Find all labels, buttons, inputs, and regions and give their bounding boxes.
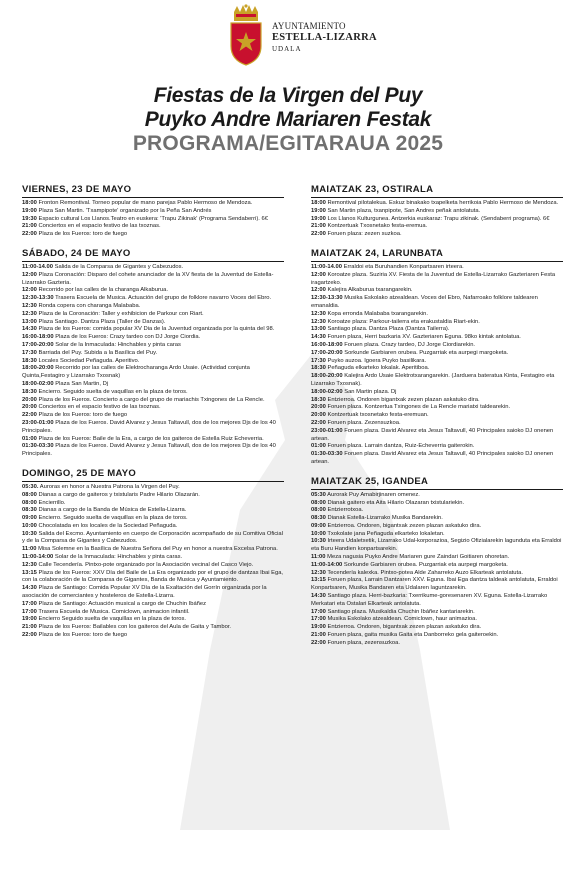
event-item (22, 601, 284, 609)
event-time: 12:30 (311, 318, 326, 325)
event-description: Espacio cultural Los Llanos.Teatro en euskera: 'Trapu Zikinak' (Programa Sendaberri). 6€ (38, 215, 268, 222)
event-item (311, 420, 563, 428)
event-time: 12:30 (311, 310, 326, 317)
event-item (311, 624, 563, 632)
event-item (22, 531, 284, 547)
event-item (311, 231, 563, 239)
event-time: 10:00 (22, 522, 37, 529)
event-description: Plaza Coronación: Disparo del cohete anunciador de la XV fiesta de la Juventud de Estella-Lizarrako Gazteria. (22, 271, 274, 286)
event-item (22, 404, 284, 412)
event-time: 20:00 (311, 404, 326, 411)
event-item (22, 358, 284, 366)
event-time: 18:00-02:00 (22, 380, 54, 387)
event-item (22, 365, 284, 381)
event-description: Encierro. Seguido suelta de vaquillas en la plaza de toros. (38, 515, 188, 522)
event-time: 14:30 (22, 326, 37, 333)
event-time: 23:00-01:00 (22, 419, 54, 426)
event-time: 12:00 (22, 287, 37, 294)
event-description: Foruen plaza, Herri bazkaria XV. Gazteriaren Eguna. 98ko kintak antolatua. (327, 334, 521, 341)
event-description: Solar de la Inmaculada: Hinchables y pinta caras (55, 341, 181, 348)
event-time: 08:00 (22, 499, 37, 506)
event-description: Plaza de los Fueros: XXV Día del Baile de La Era organizado por el grupo de dantzas Ibai Ega, con la colaboración de la Comparsa de Gigantes, Banda de Musica y Ayuntamiento. (22, 569, 284, 584)
event-time: 12:00 (311, 287, 326, 294)
event-time: 12:30 (22, 302, 37, 309)
event-item (22, 223, 284, 231)
event-description: Puyko auzoa. Igoera Puyko basilikara. (327, 357, 427, 364)
event-time: 21:00 (22, 624, 37, 631)
event-description: Recorrido por las calles de Elektrocharanga Ardo Usaie. (Actividad conjunta Quinta,Festagiro y Lizarrako Txosnak) (22, 365, 250, 380)
event-item (311, 404, 563, 412)
event-item (311, 577, 563, 593)
event-item (311, 334, 563, 342)
event-item (311, 570, 563, 578)
event-time: 08:30 (22, 507, 37, 514)
event-description: Sorkunde Garbiaren orubea. Puzgarriak eta aurpegi margoketa. (343, 561, 508, 568)
event-description: Foruen plaza. Zezensuzkoa. (327, 419, 401, 426)
event-item (22, 319, 284, 327)
day-heading: MAIATZAK 23, OSTIRALA (311, 184, 563, 198)
title-block (0, 84, 576, 156)
event-item (311, 287, 563, 295)
event-time: 22:00 (22, 412, 37, 419)
day-section (22, 248, 284, 459)
event-description: Plaza de los Fueros: toro de fuego (38, 231, 128, 238)
event-description: Koroatze plaza: Parkour-tailerra eta erakustaldia Riart-ekin. (327, 318, 480, 325)
event-time: 13:15 (22, 569, 37, 576)
event-description: Peñaguda elkarteko lokalak. Aperitiboa. (327, 365, 430, 372)
event-item (311, 531, 563, 539)
event-time: 18:00-02:00 (311, 388, 343, 395)
event-description: Kalejira Ardo Usaie Elektrotxarangarekin. (Jarduera bateratua Kinta, Festagiro eta Lizarrako Txosnak). (311, 373, 555, 387)
org-line2: ESTELLA-LIZARRA (272, 32, 377, 43)
event-description: Foruen plaza, gaita musika Gaita eta Danborreko gela gaiteroekin. (327, 632, 499, 639)
day-heading: VIERNES, 23 DE MAYO (22, 184, 284, 198)
event-time: 01:00 (22, 435, 37, 442)
event-time: 16:00-18:00 (311, 341, 343, 348)
event-item (311, 208, 563, 216)
event-item (22, 436, 284, 444)
event-item (22, 624, 284, 632)
day-section (311, 248, 563, 467)
event-item (22, 500, 284, 508)
title-spanish: Fiestas de la Virgen del Puy (153, 84, 423, 107)
org-line3: UDALA (272, 44, 302, 53)
event-time: 05:30 (311, 491, 326, 498)
event-time: 01:30-03:30 (311, 451, 343, 458)
event-time: 09:00 (311, 522, 326, 529)
event-description: Plaza San Martin, Dj (55, 380, 109, 387)
event-item (22, 350, 284, 358)
event-item (311, 428, 563, 444)
event-time: 11:00-14:00 (311, 561, 343, 568)
event-time: 22:00 (311, 419, 326, 426)
event-item (311, 365, 563, 373)
event-time: 19:00 (311, 207, 326, 214)
event-time: 17:00-20:00 (22, 341, 54, 348)
event-description: Plaza de los Fueros: toro de fuego (38, 412, 128, 419)
event-item (311, 616, 563, 624)
event-item (22, 554, 284, 562)
event-description: Santiago plaza. Herri-bazkaria: Txerrikume-goresenaren XV. Eguna. Estella-Lizarrako Merkatari eta Ostalari Elkarteak antolatuta. (311, 593, 548, 607)
event-item (311, 492, 563, 500)
event-description: Koroatze plaza. Suziria XV. Fiesta de la Juventud de Estella-Lizarrako Gazteriaren Festa iragartzeko. (311, 271, 556, 286)
event-description: Plaza de los Fueros: Bailables con los gaiteros del Aula de Gaita y Tambor. (38, 624, 232, 631)
event-description: Musika Eskolako atzealdean. Comiclown, haur animazioa. (327, 616, 477, 623)
event-item (22, 311, 284, 319)
event-item (311, 326, 563, 334)
event-description: Encierrillo. (38, 499, 66, 506)
event-item (311, 632, 563, 640)
event-time: 22:00 (22, 632, 37, 639)
event-description: Dianak gaitero eta Aita Hilario Olazaran txistulariekin. (327, 499, 465, 506)
event-time: 18:00-20:00 (311, 373, 343, 380)
event-description: Foruen plaza: zezen suzkoa. (327, 231, 402, 238)
event-description: Plaza de los Fueros: toro de fuego (38, 632, 128, 639)
event-description: Auroras en honor a Nuestra Patrona la Virgen del Puy. (39, 483, 180, 490)
event-item (22, 412, 284, 420)
event-item (311, 358, 563, 366)
event-time: 12:00 (311, 271, 326, 278)
event-description: Plaza San Martin. 'Txampipote' organizado por la Peña San Andrés (38, 207, 212, 214)
event-description: Chocolatada en los locales de la Sociedad Peñaguda. (38, 522, 178, 529)
event-item (22, 208, 284, 216)
event-time: 19:00 (22, 616, 37, 623)
event-time: 20:00 (22, 404, 37, 411)
event-description: Conciertos en el espacio festivo de las txoznas. (38, 404, 161, 411)
day-heading: SÁBADO, 24 DE MAYO (22, 248, 284, 262)
event-description: Plaza de los Fueros. Concierto a cargo del grupo de mariachis Txingones de La Rencle. (38, 396, 265, 403)
org-line1: AYUNTAMIENTO (272, 21, 346, 31)
event-time: 17:30 (22, 349, 37, 356)
event-description: Remontival pilotalekua. Eskuz binakako txapelketa herrikoia Pablo Hermoso de Mendoza. (327, 200, 559, 206)
event-time: 23:00-01:00 (311, 427, 343, 434)
event-description: Entzierroa. Ondoren, bigantxak zezen plazan askatuko dira. (327, 522, 482, 529)
event-description: Fronton Remontival. Torneo popular de mano parejas Pablo Hermoso de Mendoza. (38, 200, 253, 206)
event-item (311, 451, 563, 467)
event-description: Sorkunde Garbiaren orubea. Puzgarriak eta aurpegi margoketa. (344, 349, 509, 356)
coat-of-arms-logo (228, 4, 264, 66)
event-item (311, 554, 563, 562)
event-time: 17:00 (311, 608, 326, 615)
event-item (311, 397, 563, 405)
event-description: Dianas a cargo de la Banda de Música de Estella-Lizarra. (38, 507, 187, 514)
event-time: 08:00 (311, 507, 326, 514)
event-description: Plaza de Santiago: Comida Popular XV Día de la Exaltación del Gorrín organizada por la asociación de comerciantes y hosteleros de Estella-Lizarra. (22, 585, 267, 600)
event-time: 14:30 (311, 593, 326, 600)
day-section (22, 468, 284, 640)
event-description: Foruen plaza, zezensuzkoa. (327, 639, 400, 646)
title-program: PROGRAMA/EGITARAUA 2025 (132, 132, 444, 155)
event-time: 22:00 (22, 231, 37, 238)
event-time: 18:30 (311, 365, 326, 372)
event-item (311, 593, 563, 609)
event-description: Aurorak Puy Amabirjinaren omenez. (327, 491, 420, 498)
event-description: Kalejira Alkaburua txarangarekin. (327, 287, 413, 294)
event-description: Plaza de los Fueros: Baile de la Era, a cargo de los gaiteros de Estella Ruiz Echeverria. (38, 435, 264, 442)
event-time: 19:00 (311, 215, 326, 222)
event-description: Foruen plaza, Larrain Dantzaren XXV. Eguna. Ibai Ega dantza taldeak antolatuta, Erraldoi Konpartsaren, Musika Bandaren eta Udalaren laguntzarekin. (311, 577, 558, 592)
event-time: 17:00 (22, 600, 37, 607)
event-item (22, 562, 284, 570)
event-time: 12:30-13:30 (311, 295, 343, 302)
event-description: Foruen plaza. Crazy tardeo, DJ Jorge Ciordiarekin. (344, 341, 476, 348)
event-item (311, 319, 563, 327)
event-description: Foruen plaza. David Alvarez eta Jesus Taltavull, 40 Principales saioko DJ onenen artean. (311, 451, 554, 465)
event-item (22, 295, 284, 303)
event-description: Musika Eskolako atzealdean. Voces del Ebro, Nafarroako folklore taldearen emanaldia. (311, 295, 538, 309)
event-description: Santiago plaza. Musikaldia Chuchin Ibáñez kantariarekin. (327, 608, 475, 615)
event-time: 18:00 (311, 200, 326, 206)
event-time: 16:00-18:00 (22, 334, 54, 341)
event-time: 11:00-14:00 (22, 554, 54, 561)
event-description: Kontzertuak txosnetako festa-eremuan. (327, 412, 429, 419)
event-description: Encierro. Seguido suelta de vaquillas en la plaza de toros. (38, 388, 188, 395)
event-time: 10:30 (22, 530, 37, 537)
day-heading: DOMINGO, 25 DE MAYO (22, 468, 284, 482)
event-item (22, 326, 284, 334)
event-item (22, 272, 284, 288)
event-time: 13:15 (311, 577, 326, 584)
event-item (22, 342, 284, 350)
event-time: 18:30 (22, 357, 37, 364)
event-time: 14:30 (311, 334, 326, 341)
event-item (311, 295, 563, 311)
event-description: Ronda copera con charanga Malababa. (38, 302, 141, 309)
event-time: 18:00 (22, 200, 37, 206)
event-description: Salida de la Comparsa de Gigantes y Cabezudos. (54, 263, 184, 270)
event-description: Calle Tecendería. Pintxo-pote organizado por la Asociación vecinal del Casco Viejo. (38, 561, 254, 568)
event-description: Salida del Excmo. Ayuntamiento en cuerpo de Corporación acompañado de su Comitiva Oficial y de la Comparsa de Gigantes y Cabezudos. (22, 530, 283, 545)
event-description: Entzierroa. Ondoren bigantxak zezen plazan askatuko dira. (327, 396, 480, 403)
event-time: 10:30 (311, 538, 326, 545)
day-heading: MAIATZAK 25, IGANDEA (311, 476, 563, 490)
event-description: Plaza de los Fueros. David Alvarez y Jesus Taltavull, dos de los mejores Djs de los 40 Principales. (22, 443, 276, 458)
event-time: 17:30 (311, 357, 326, 364)
event-time: 18:00-20:00 (22, 365, 54, 372)
event-item (22, 303, 284, 311)
event-time: 12:30 (22, 561, 37, 568)
event-item (311, 200, 563, 208)
basque-program-column (311, 184, 563, 657)
event-description: Plaza de los Fueros: Crazy tardeo con DJ Jorge Ciordia. (55, 334, 201, 341)
event-time: 11:00 (311, 554, 326, 561)
event-time: 12:30 (22, 310, 37, 317)
event-time: 12:30 (311, 569, 326, 576)
event-item (22, 523, 284, 531)
event-time: 19:30 (22, 215, 37, 222)
event-time: 11:00-14.00 (311, 263, 342, 270)
event-description: Solar de la Inmaculada: Hinchables y pinta caras. (54, 554, 183, 561)
event-description: Encierro Seguido suelta de vaquillas en la plaza de toros. (38, 616, 187, 623)
event-description: Los Llanos Kulturgunea. Antzerkia euskaraz: Trapu zikinak. (Sendaberri programa). 6€ (327, 215, 550, 222)
event-item (311, 311, 563, 319)
event-item (311, 389, 563, 397)
event-time: 20:00 (311, 412, 326, 419)
event-description: Meza nagusia Puyko Andre Mariaren gure Zaindari Goitiaren ohoretan. (327, 554, 510, 561)
event-time: 12:00 (22, 271, 37, 278)
event-item (22, 443, 284, 459)
event-item (311, 373, 563, 389)
event-description: Misa Solemne en la Basílica de Nuestra Señora del Puy en honor a nuestra Excelsa Patrona. (38, 546, 278, 553)
event-item (311, 264, 563, 272)
event-time: 13:00 (22, 318, 37, 325)
event-time: 21:00 (311, 223, 326, 230)
event-item (22, 616, 284, 624)
event-item (311, 507, 563, 515)
day-section (311, 184, 563, 239)
spanish-program-column (22, 184, 284, 649)
event-item (311, 562, 563, 570)
event-time: 11:00-14.00 (22, 263, 53, 270)
event-item (311, 515, 563, 523)
event-item (22, 570, 284, 586)
event-description: Plaza Santiago. Dantza Plaza (Taller de Danzas). (38, 318, 166, 325)
event-time: 17:00 (22, 608, 37, 615)
day-section (311, 476, 563, 648)
event-time: 08:00 (311, 499, 326, 506)
event-time: 10:00 (311, 530, 326, 537)
header (0, 0, 576, 80)
event-time: 01:30-03:30 (22, 443, 54, 450)
event-item (22, 632, 284, 640)
event-item (22, 609, 284, 617)
event-item (311, 609, 563, 617)
event-time: 13:00 (311, 326, 326, 333)
event-item (22, 585, 284, 601)
event-description: Plaza de los Fueros: comida popular XV Dia de la Juventud organizada por la quinta del 98. (38, 326, 275, 333)
event-item (22, 231, 284, 239)
event-item (22, 546, 284, 554)
event-description: Foruen plaza. Kontzertua Txingones de La Rencle mariatxi taldearekin. (327, 404, 511, 411)
event-description: Conciertos en el espacio festivo de las txoznas. (38, 223, 161, 230)
event-item (22, 334, 284, 342)
event-description: San Martin plaza. Dj (344, 388, 397, 395)
event-item (311, 350, 563, 358)
event-item (311, 412, 563, 420)
event-item (311, 523, 563, 531)
event-description: Entzierroa. Ondoren, bigantxak zezen plazan askatuko dira. (327, 624, 482, 631)
event-description: Foruen plaza. Larrain dantza, Ruiz-Echeverria gaiterokin. (327, 443, 475, 450)
event-item (22, 420, 284, 436)
event-time: 05:30. (22, 483, 39, 490)
event-item (22, 515, 284, 523)
event-description: Santiago plaza. Dantza Plaza (Dantza Tailerra). (327, 326, 450, 333)
event-time: 19:00 (22, 207, 37, 214)
event-description: Kontzertuak Txosnetako festa-eremua. (327, 223, 428, 230)
event-description: Dianak Estella-Lizarrako Musika Bandarekin. (327, 515, 443, 522)
event-time: 08:00 (22, 491, 37, 498)
event-time: 18:30 (22, 388, 37, 395)
event-time: 01:00 (311, 443, 326, 450)
event-description: Plaza de los Fueros. David Alvarez y Jesus Taltavull, dos de los mejores Djs de los 40 Principales. (22, 419, 276, 434)
event-time: 18:30 (311, 396, 326, 403)
event-time: 21:00 (311, 632, 326, 639)
event-description: Tecendería kalexka. Pintxo-potea Alde Zaharreko Auzo Elkarteak antolatuta. (327, 569, 523, 576)
event-description: Recorrido por las calles de la charanga Alkaburua. (38, 287, 168, 294)
event-item (22, 216, 284, 224)
event-description: Foruen plaza. David Alvarez eta Jesus Taltavull, 40 Principales saioko DJ onenen artean. (311, 427, 554, 442)
event-item (22, 397, 284, 405)
organization-name (272, 22, 377, 53)
event-item (311, 216, 563, 224)
event-time: 17:00 (311, 616, 326, 623)
event-time: 12:30-13:30 (22, 295, 54, 302)
event-description: San Martin plaza, txanpipote, San Andres peñak antolatuta. (327, 207, 481, 214)
event-description: Locales Sociedad Peñaguda. Aperitivo. (38, 357, 140, 364)
event-time: 08:30 (311, 515, 326, 522)
event-item (311, 223, 563, 231)
event-item (311, 342, 563, 350)
event-description: Irteera Udaletxetik, Lizarrako Udal-korporazioa, Segizio Ofizialarekin lagunduta eta Erraldoi eta Buru Handien konpartsarekin. (311, 538, 562, 553)
event-item (22, 200, 284, 208)
event-item (311, 500, 563, 508)
event-item (311, 443, 563, 451)
event-item (22, 264, 284, 272)
event-item (22, 389, 284, 397)
event-time: 17:00-20:00 (311, 349, 343, 356)
event-item (22, 507, 284, 515)
event-item (311, 538, 563, 554)
event-item (311, 640, 563, 648)
event-time: 21:00 (22, 223, 37, 230)
event-description: Dianas a cargo de gaiteros y txistularis Padre Hilario Olazarán. (38, 491, 200, 498)
event-item (22, 484, 284, 492)
event-description: Entzierrotxoa. (327, 507, 364, 514)
event-time: 22:00 (311, 231, 326, 238)
event-time: 19:00 (311, 624, 326, 631)
event-item (22, 492, 284, 500)
event-time: 20:00 (22, 396, 37, 403)
event-description: Kopa erronda Malababa txarangarekin. (327, 310, 428, 317)
event-item (22, 287, 284, 295)
event-description: Txokolate jana Peñaguda elkarteko lokaletan. (327, 530, 445, 537)
event-description: Plaza de Santiago: Actuación musical a cargo de Chuchin Ibáñez (38, 600, 207, 607)
event-item (22, 381, 284, 389)
event-time: 22:00 (311, 639, 326, 646)
event-time: 14:30 (22, 585, 37, 592)
day-section (22, 184, 284, 239)
event-time: 09:00 (22, 515, 37, 522)
title-basque: Puyko Andre Mariaren Festak (144, 108, 432, 131)
event-description: Plaza de la Coronación: Taller y exhibicion de Parkour con Riart. (38, 310, 204, 317)
day-heading: MAIATZAK 24, LARUNBATA (311, 248, 563, 262)
event-time: 11:00 (22, 546, 37, 553)
event-item (311, 272, 563, 288)
event-description: Trasera Escuela de Musica. Actuación del grupo de folklore navarro Voces del Ebro. (55, 295, 272, 302)
event-description: Trasera Escuela de Musica. Comiclown, animacion infantil. (38, 608, 190, 615)
event-description: Erraldoi eta Buruhandien Konpartsaren irteera. (343, 263, 464, 270)
event-description: Barriada del Puy. Subida a la Basílica del Puy. (38, 349, 158, 356)
